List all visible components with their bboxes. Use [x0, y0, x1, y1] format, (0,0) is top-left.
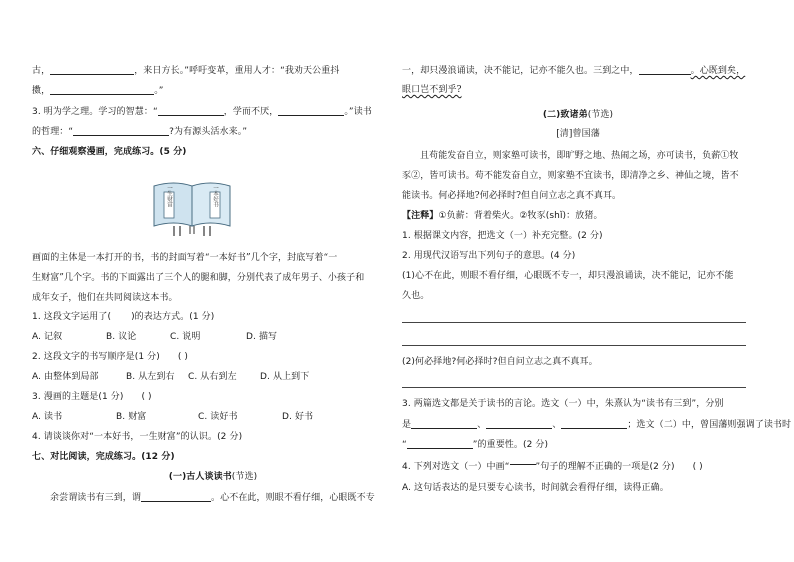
question-2-2: (2)何必择地?何必择时?但自问立志之真不真耳。: [402, 357, 598, 367]
text: 2. 这段文字的书写顺序是(1 分): [32, 352, 160, 362]
annotation: [402, 210, 603, 222]
answer-paren[interactable]: ( ): [141, 392, 152, 402]
question-3-line-2: [32, 125, 247, 138]
text: “: [402, 440, 407, 450]
text: 是: [402, 420, 412, 430]
option-c[interactable]: C. 说明: [170, 332, 201, 342]
question-3: 3. 两篇选文都是关于读书的言论。选文（一）中，朱熹认为“读书有三到”，分别: [402, 399, 724, 409]
question-3: [32, 391, 152, 403]
option-c[interactable]: C. 从右到左: [188, 372, 237, 382]
text: 【注释】: [402, 211, 439, 221]
answer-blank[interactable]: [50, 64, 134, 75]
answer-blank[interactable]: [486, 418, 552, 429]
text: ”句子的理解不正确的一项是(2 分): [535, 462, 675, 472]
text: (节选): [231, 472, 258, 482]
section-6-heading: 六、仔细观察漫画，完成练习。(5 分): [32, 147, 187, 157]
text: (一)古人谈读书: [168, 472, 232, 482]
text: 3. 明为学之理。学习的智慧：“: [32, 107, 158, 117]
text: (节选): [587, 110, 614, 120]
passage-line: 能读书。何必择地?何必择时?但自问立志之真不真耳。: [402, 191, 622, 201]
text: 眼口岂不到乎?: [402, 85, 462, 95]
section-7-heading: 七、对比阅读，完成练习。(12 分): [32, 452, 175, 462]
option-d[interactable]: D. 好书: [282, 412, 314, 422]
answer-line[interactable]: [402, 345, 746, 346]
subtitle-2: [402, 109, 754, 121]
answer-blank[interactable]: [50, 84, 154, 95]
option-b[interactable]: B. 议论: [106, 332, 137, 342]
passage-line: 成年女子，他们在共同阅读这本书。: [32, 293, 178, 303]
question-4: [402, 461, 703, 473]
text: 1. 这段文字运用了(: [32, 312, 112, 322]
question-2: [32, 351, 188, 363]
text: 且苟能发奋自立，则家塾可读书，即旷野之地、热闹之场，亦可读书，负薪①牧: [420, 151, 739, 161]
text: 、: [477, 420, 487, 430]
text: )的表达方式。(1 分): [131, 312, 215, 322]
text: 擞，: [32, 86, 51, 96]
answer-line[interactable]: [402, 322, 746, 323]
question-2-1-cont: 久也。: [402, 291, 430, 301]
text: (二)致诸弟: [542, 110, 588, 120]
question-2: 2. 用现代汉语写出下列句子的意思。(4 分): [402, 251, 576, 261]
text: 的哲理：“: [32, 127, 74, 137]
left-column: [32, 0, 394, 562]
text: ，来日方长。”呼吁变革，重用人才：“我劝天公重抖: [134, 66, 340, 76]
option-a[interactable]: A. 读书: [32, 412, 63, 422]
question-4: 4. 请谈谈你对“一本好书，一生财富”的认识。(2 分): [32, 432, 243, 442]
answer-paren[interactable]: ( ): [692, 462, 703, 472]
text: ①负薪：背着柴火。②牧豕(shǐ)：放猪。: [438, 211, 603, 221]
option-c[interactable]: C. 读好书: [198, 412, 238, 422]
option-a[interactable]: A. 这句话表达的是只要专心读书，时间就会看得仔细，读得正确。: [402, 483, 669, 493]
text: 、: [552, 420, 562, 430]
text: 。心不在此，则眼不看仔细，心眼既不专: [211, 493, 375, 503]
author: [清]曾国藩: [556, 129, 600, 139]
text: 。”读书: [344, 107, 372, 117]
text: ?为有源头活水来。”: [169, 127, 248, 137]
right-column: [402, 0, 792, 562]
passage-line: 豕②，皆可读书。苟不能发奋自立，则家塾不宜读书，即清净之乡、神仙之境，皆不: [402, 171, 739, 181]
text: ”的重要性。(2 分): [472, 440, 549, 450]
text: 古，: [32, 66, 51, 76]
text: 一，却只漫浪诵读，决不能记，记亦不能久也。三到之中，: [402, 66, 639, 76]
passage-line: [402, 150, 739, 162]
answer-line[interactable]: [402, 387, 746, 388]
answer-blank[interactable]: [639, 64, 691, 75]
question-2-1: (1)心不在此，则眼不看仔细，心眼既不专一，却只漫浪诵读，决不能记，记亦不能: [402, 271, 734, 281]
answer-blank[interactable]: [158, 105, 224, 116]
text: 余尝谓读书有三到，谓: [50, 493, 142, 503]
answer-blank[interactable]: [411, 418, 477, 429]
answer-blank[interactable]: [141, 491, 211, 502]
question-1: [32, 311, 214, 323]
option-a[interactable]: A. 由整体到局部: [32, 372, 99, 382]
option-d[interactable]: D. 从上到下: [260, 372, 310, 382]
book-left-label: 一生财富: [166, 185, 172, 207]
text: 。心既到矣，: [690, 66, 746, 76]
text: 3. 漫画的主题是(1 分): [32, 392, 124, 402]
answer-blank[interactable]: [561, 418, 627, 429]
poem-line-2: [32, 84, 164, 97]
passage-line: [402, 64, 745, 77]
underline-marker: [510, 464, 536, 471]
text: ，学而不厌，: [223, 107, 279, 117]
passage-line: [32, 491, 375, 504]
poem-line-1: [32, 64, 339, 77]
question-1: 1. 根据课文内容，把选文（一）补充完整。(2 分): [402, 231, 603, 241]
option-b[interactable]: B. 财富: [116, 412, 147, 422]
option-a[interactable]: A. 记叙: [32, 332, 63, 342]
question-3-line-2: [402, 418, 791, 431]
answer-blank[interactable]: [73, 125, 169, 136]
answer-blank[interactable]: [407, 438, 473, 449]
question-3-line-3: [402, 438, 548, 451]
answer-paren[interactable]: ( ): [177, 352, 189, 362]
text: 。”: [154, 86, 164, 96]
answer-blank[interactable]: [278, 105, 344, 116]
passage-line: [402, 84, 462, 96]
option-b[interactable]: B. 从左到右: [126, 372, 175, 382]
option-d[interactable]: D. 描写: [246, 332, 278, 342]
question-3-line: [32, 105, 372, 118]
book-right-label: 一本好书: [212, 185, 218, 207]
subtitle-1: [32, 471, 394, 483]
passage-line: 画面的主体是一本打开的书，书的封面写着“一本好书”几个字，封底写着“一: [32, 253, 338, 263]
open-book-comic: [144, 178, 240, 238]
text: ；选文（二）中，曾国藩则强调了读书时: [627, 420, 792, 430]
passage-line: 生财富”几个字。书的下面露出了三个人的腿和脚，分别代表了成年男子、小孩子和: [32, 273, 365, 283]
text: 4. 下列对选文（一）中画“: [402, 462, 510, 472]
